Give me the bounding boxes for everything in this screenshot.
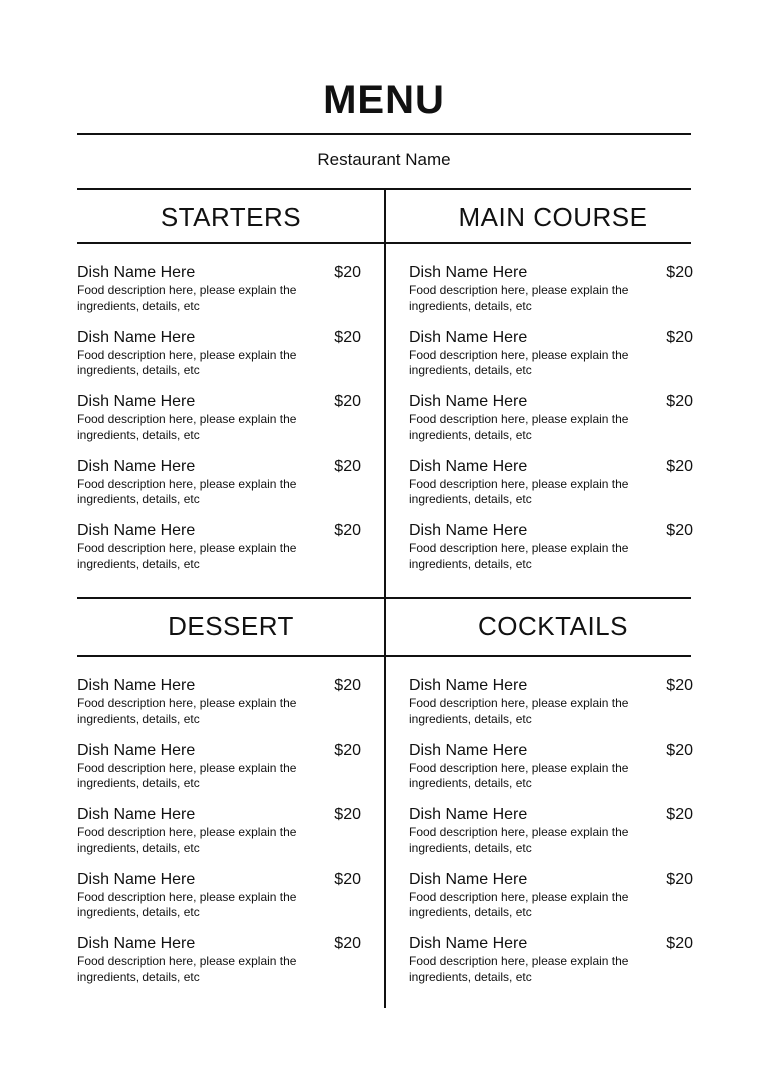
- section-header-divider-top: [77, 242, 691, 244]
- dish-name: Dish Name Here: [409, 522, 528, 539]
- list-item: [77, 934, 361, 999]
- dish-price: $20: [666, 677, 693, 694]
- section-title-cocktails: COCKTAILS: [478, 611, 628, 641]
- list-item: [77, 263, 361, 328]
- header-column-divider-bottom: [384, 598, 386, 656]
- dish-name: Dish Name Here: [77, 393, 196, 410]
- list-item: [409, 457, 693, 522]
- dish-description: Food description here, please explain the ingredients, details, etc: [77, 825, 297, 855]
- dish-price: $20: [334, 393, 361, 410]
- cocktails-list: [409, 676, 693, 999]
- dish-price: $20: [666, 328, 693, 346]
- dish-price: $20: [666, 522, 693, 539]
- dish-description: Food description here, please explain the ingredients, details, etc: [409, 825, 629, 855]
- section-title-dessert: DESSERT: [168, 611, 294, 641]
- dish-name: Dish Name Here: [77, 806, 196, 823]
- dish-description: Food description here, please explain the ingredients, details, etc: [409, 283, 629, 313]
- dish-name: Dish Name Here: [409, 741, 528, 759]
- main-course-list: [409, 263, 693, 586]
- dish-price: $20: [334, 870, 361, 888]
- dish-price: $20: [334, 806, 361, 823]
- list-item: [409, 934, 693, 999]
- dish-name: Dish Name Here: [77, 935, 196, 952]
- menu-title: MENU: [323, 78, 445, 122]
- dish-name: Dish Name Here: [77, 457, 196, 475]
- column-divider-bottom: [384, 656, 386, 1008]
- dish-description: Food description here, please explain the ingredients, details, etc: [409, 541, 629, 571]
- list-item: [409, 676, 693, 741]
- dish-description: Food description here, please explain the ingredients, details, etc: [77, 696, 297, 726]
- dish-price: $20: [666, 935, 693, 952]
- dish-name: Dish Name Here: [409, 677, 528, 694]
- dish-description: Food description here, please explain the ingredients, details, etc: [409, 696, 629, 726]
- dessert-list: [77, 676, 361, 999]
- dish-description: Food description here, please explain the ingredients, details, etc: [77, 541, 297, 571]
- list-item: [77, 392, 361, 457]
- list-item: [77, 741, 361, 806]
- list-item: [409, 741, 693, 806]
- dish-price: $20: [334, 522, 361, 539]
- dish-price: $20: [334, 328, 361, 346]
- dish-price: $20: [666, 741, 693, 759]
- dish-name: Dish Name Here: [77, 741, 196, 759]
- dish-description: Food description here, please explain the ingredients, details, etc: [77, 347, 297, 377]
- dish-name: Dish Name Here: [409, 328, 528, 346]
- column-divider-top: [384, 245, 386, 598]
- dish-description: Food description here, please explain the ingredients, details, etc: [77, 283, 297, 313]
- title-divider: [77, 133, 691, 135]
- dish-name: Dish Name Here: [77, 870, 196, 888]
- dish-price: $20: [334, 741, 361, 759]
- list-item: [77, 457, 361, 522]
- section-header-divider-bottom: [77, 655, 691, 657]
- starters-list: [77, 263, 361, 586]
- dish-description: Food description here, please explain the ingredients, details, etc: [409, 347, 629, 377]
- dish-price: $20: [334, 935, 361, 952]
- dish-name: Dish Name Here: [409, 457, 528, 475]
- list-item: [409, 263, 693, 328]
- list-item: [409, 805, 693, 870]
- dish-name: Dish Name Here: [409, 393, 528, 410]
- dish-name: Dish Name Here: [409, 264, 528, 281]
- dish-price: $20: [666, 264, 693, 281]
- dish-description: Food description here, please explain the ingredients, details, etc: [77, 889, 297, 919]
- dish-name: Dish Name Here: [77, 522, 196, 539]
- dish-price: $20: [666, 870, 693, 888]
- middle-section-divider: [77, 597, 691, 599]
- dish-description: Food description here, please explain the ingredients, details, etc: [77, 760, 297, 790]
- list-item: [409, 392, 693, 457]
- dish-price: $20: [666, 457, 693, 475]
- dish-description: Food description here, please explain the ingredients, details, etc: [409, 954, 629, 984]
- list-item: [409, 870, 693, 935]
- dish-name: Dish Name Here: [77, 328, 196, 346]
- section-title-main-course: MAIN COURSE: [458, 202, 648, 232]
- dish-name: Dish Name Here: [409, 935, 528, 952]
- dish-description: Food description here, please explain the ingredients, details, etc: [409, 760, 629, 790]
- dish-price: $20: [334, 457, 361, 475]
- dish-name: Dish Name Here: [409, 806, 528, 823]
- dish-price: $20: [666, 393, 693, 410]
- dish-description: Food description here, please explain the ingredients, details, etc: [409, 889, 629, 919]
- list-item: [409, 328, 693, 393]
- restaurant-name: Restaurant Name: [317, 150, 451, 169]
- dish-description: Food description here, please explain the ingredients, details, etc: [77, 476, 297, 506]
- dish-description: Food description here, please explain the ingredients, details, etc: [409, 412, 629, 442]
- dish-price: $20: [334, 264, 361, 281]
- dish-description: Food description here, please explain the ingredients, details, etc: [77, 412, 297, 442]
- list-item: [77, 870, 361, 935]
- dish-name: Dish Name Here: [77, 264, 196, 281]
- dish-price: $20: [334, 677, 361, 694]
- list-item: [77, 805, 361, 870]
- list-item: [77, 676, 361, 741]
- section-title-starters: STARTERS: [160, 202, 302, 232]
- list-item: [77, 328, 361, 393]
- dish-description: Food description here, please explain the ingredients, details, etc: [409, 476, 629, 506]
- dish-price: $20: [666, 806, 693, 823]
- header-column-divider-top: [384, 189, 386, 245]
- list-item: [409, 521, 693, 586]
- dish-name: Dish Name Here: [77, 677, 196, 694]
- dish-description: Food description here, please explain the ingredients, details, etc: [77, 954, 297, 984]
- list-item: [77, 521, 361, 586]
- dish-name: Dish Name Here: [409, 870, 528, 888]
